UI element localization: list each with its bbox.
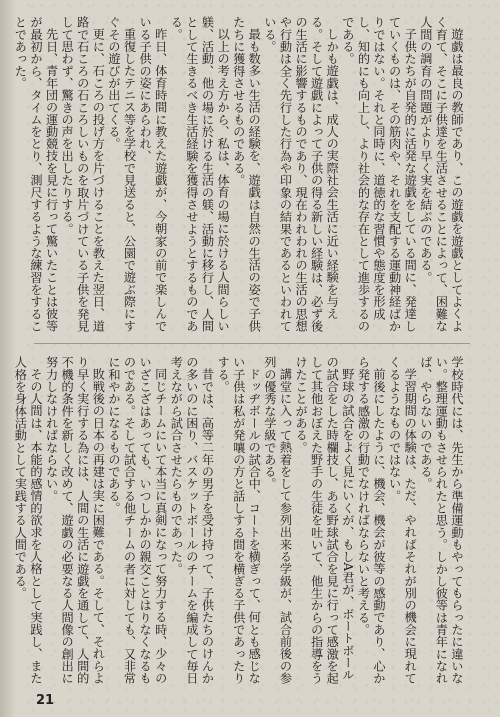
paragraph: 重復したテニス等を学校で見送ると、公園で遊ぶ際にすぐその遊びが出てくる。	[106, 16, 137, 332]
lower-text-block	[13, 356, 464, 686]
paragraph: 遊戯は最良の教師であり、この遊戯を遊戯としてよくよく育て、そこに子供達を生活させることによって、困難な人間の調育の問題がより早く実を結ぶのである。	[418, 16, 464, 332]
paragraph: 昔では、高等二年の男子を受け持って、子供たちのけんかの多いのに困り、バスケットボールのチームを編成して毎日考えながら試合させたらものであった。	[169, 356, 215, 685]
section-divider	[34, 343, 470, 344]
paragraph: その人間は、本能的感情的欲求を人格として実践し、また人格を身体活動として実践する人間である。	[13, 356, 43, 685]
paragraph: 更に、石ころの投げ方を片づけることを教えた翌日、道路で石ころの石ころしいものを取片づけている子供を発見して思わず、驚きの声を出したりする。	[60, 16, 106, 332]
paragraph: 敗戦後の日本の再建は実に困難である。そして、それらより早く実行する為には、人間の生活に遊戯を通して、人間的不機的条件を新しく改めて、遊戯の必要なる人間像の創出に努力しなければならない。	[44, 356, 106, 685]
paragraph: 学習期間の体験は、ただ、やればそれが別の機会に現れてくるようなものではない。	[387, 356, 418, 685]
paragraph: 昨日、体育時間に教えた遊戯が、今朝家の前で楽しんでいる子供の姿にあらわれ、	[138, 16, 168, 332]
paragraph: 最も数多い生活の経験を、遊戯は自然の生活の姿で子供たちに獲得させるものである。	[231, 16, 262, 332]
paragraph: 同じチームにいて本当に真剣になって努力する時、少々のいざこざはあっても、いつしかかの親交ことはりなくなるものである。そして試合する他チームの者に対しても、又非常に和やかになるものである。	[106, 356, 168, 685]
paragraph: 以上の考え方から、私は、体育の場に於ける人間らしい躾、活動、他の場に於ける生活の躾、活動に移行し、人間として生きるべき生活経験を獲得させようとするものである。	[169, 16, 231, 332]
paragraph: 先日、青年団の運動競技を見に行って驚いたことは彼等が最初から、タイムをとり、測尺するような練習をすることであった。	[13, 16, 59, 332]
paragraph: 学校時代には、先生から準備運動もやってもらったに違いない。整理運動もさせられたと思う。しかし彼等は青年になれば、やらないのである。	[418, 356, 464, 685]
paragraph: しかも遊戯は、成人の実際社会生活に近い経験を与える。そして遊戯によって子供の得る新しい経験は、必ず後の生活に影響するものであり、現在われわれの生活の思想や行動は全く先行した行為や印象の結果であるといわれている。	[262, 16, 340, 332]
paragraph: 子供たちが自発的に活発な遊戯をしている間に、発達していくものは、その筋肉や、それを支配する運動神経ばかりではない。それと同時に、道徳的な習慣や態度を形成し、知的にも向上し、より社会的な存在として進歩するのである。	[340, 16, 418, 332]
page-number: 21	[36, 693, 55, 708]
paragraph: 講堂に入って熱着をして参列出来る学級が、試合前後の参列の優秀な学級である。	[262, 356, 293, 685]
upper-text-block	[13, 16, 464, 335]
paragraph: 野球の試合をよく見にいくが、もしA君が、ボートボールの試合をした時欄技し、ある野球試合を見に行って感激を起して其他おぼえた野手の生徒を吐いて、他生からの指導をうけたことがある。	[294, 356, 355, 685]
paragraph: ドッヂボールの試合中、コートを横ぎって、何とも感じない子供は私が発嚷の方と話しする間を横ぎる子供であったりする。	[216, 356, 262, 685]
paragraph: 前後にしたように、機会、機会が彼等の感動であり、心から発する感激の行動でなければならないと考える。	[356, 356, 387, 685]
